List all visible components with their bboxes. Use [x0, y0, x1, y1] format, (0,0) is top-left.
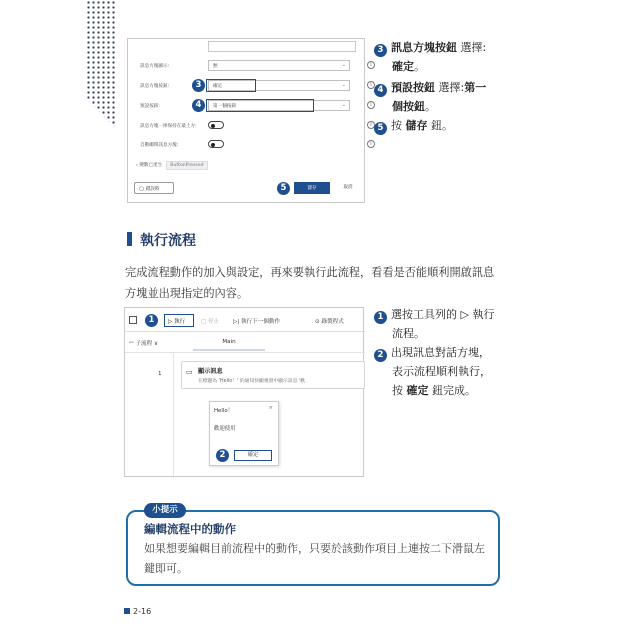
highlight-buttons — [206, 79, 256, 92]
always-on-top-toggle[interactable] — [208, 121, 224, 129]
chevron-down-icon: ⌄ — [341, 82, 346, 88]
info-icon: i — [367, 81, 375, 89]
dialog-screenshot — [127, 38, 372, 203]
stop-button[interactable]: □ 停止 — [201, 319, 220, 325]
tip-body: 如果想要編輯目前流程中的動作，只要於該動作項目上連按二下滑鼠左鍵即可。 — [144, 542, 485, 575]
recorder-button[interactable]: ⊙ 錄製程式 — [315, 319, 344, 325]
section-paragraph: 完成流程動作的加入與設定，再來要執行此流程，看看是否能順利開啟訊息方塊並出現指定的內容。 — [125, 266, 495, 300]
run-next-action-button[interactable]: ▷| 執行下一個動作 — [233, 319, 281, 325]
callout-2: 2 — [216, 449, 229, 462]
row-default-button: 預設按鈕: 第一個按鈕 ⌄ i — [140, 100, 360, 112]
toolbar — [125, 308, 365, 332]
decorative-dots-mask — [86, 0, 116, 178]
callout-3: 3 — [192, 79, 205, 92]
ok-button[interactable]: 確定 — [234, 450, 272, 461]
subflows-dropdown[interactable]: ᵒᵒ 子流程 ∨ — [129, 341, 159, 347]
callout-4: 4 — [192, 99, 205, 112]
row-always-on-top: 訊息方塊一律保持在最上方: i — [140, 120, 360, 132]
save-icon[interactable] — [129, 316, 137, 324]
gutter — [173, 353, 174, 478]
note-1: 1 選按工具列的 ▷ 執行 流程。 — [374, 305, 494, 343]
note-4: 4 預設按鈕 選擇:第一 個按鈕。 — [374, 78, 486, 116]
on-error-button[interactable]: ◯ 錯誤時 — [134, 182, 174, 194]
info-icon: i — [367, 140, 375, 148]
highlight-default — [206, 99, 314, 112]
info-icon: i — [367, 61, 375, 69]
action-display-message[interactable]: ▭ 顯示訊息 在標題為 'Hello！' 的通知快顯視窗中顯示訊息 '歡 — [181, 361, 365, 389]
chevron-down-icon: ⌄ — [341, 62, 346, 68]
line-number: 1 — [158, 371, 162, 377]
variables-produced[interactable]: › 變數已產生 ButtonPressed — [136, 161, 208, 170]
section-heading: 執行流程 — [140, 233, 196, 249]
run-button[interactable]: ▷ 執行 — [164, 314, 194, 327]
row-auto-close: 自動關閉訊息方塊: i — [140, 139, 360, 151]
note-2: 2 出現訊息對話方塊， 表示流程順利執行， 按 確定 鈕完成。 — [374, 343, 491, 400]
tab-main[interactable]: Main — [193, 335, 265, 351]
info-icon: i — [367, 121, 375, 129]
row-buttons: 訊息方塊按鈕: 確定 ⌄ i — [140, 80, 360, 92]
heading-bar — [127, 232, 132, 246]
tip-title: 編輯流程中的動作 — [144, 522, 236, 536]
info-icon: i — [367, 101, 375, 109]
flow-editor-screenshot — [124, 307, 364, 477]
default-button-select[interactable]: 第一個按鈕 ⌄ — [208, 100, 350, 111]
divider — [125, 352, 365, 353]
message-text-box[interactable] — [208, 41, 356, 52]
icon-select[interactable]: 無 ⌄ — [208, 60, 350, 71]
note-5: 5 按 儲存 鈕。 — [374, 116, 453, 135]
page-number: 2-16 — [124, 607, 151, 616]
callout-1: 1 — [145, 314, 158, 327]
note-3: 3 訊息方塊按鈕 選擇: 確定。 — [374, 38, 486, 76]
chevron-down-icon: ⌄ — [341, 102, 346, 108]
message-icon: ▭ — [186, 368, 193, 376]
close-icon[interactable]: × — [268, 405, 273, 411]
row-icon: 訊息方塊圖示: 無 ⌄ i — [140, 60, 360, 72]
message-dialog: Hello！ × 歡迎使用 確定 — [209, 401, 279, 466]
cancel-button[interactable]: 取消 — [343, 185, 353, 190]
save-button[interactable]: 儲存 — [294, 182, 330, 194]
callout-5: 5 — [277, 182, 290, 195]
auto-close-toggle[interactable] — [208, 140, 224, 148]
buttons-select[interactable]: 確定 ⌄ — [208, 80, 350, 91]
tip-badge: 小提示 — [144, 503, 186, 518]
